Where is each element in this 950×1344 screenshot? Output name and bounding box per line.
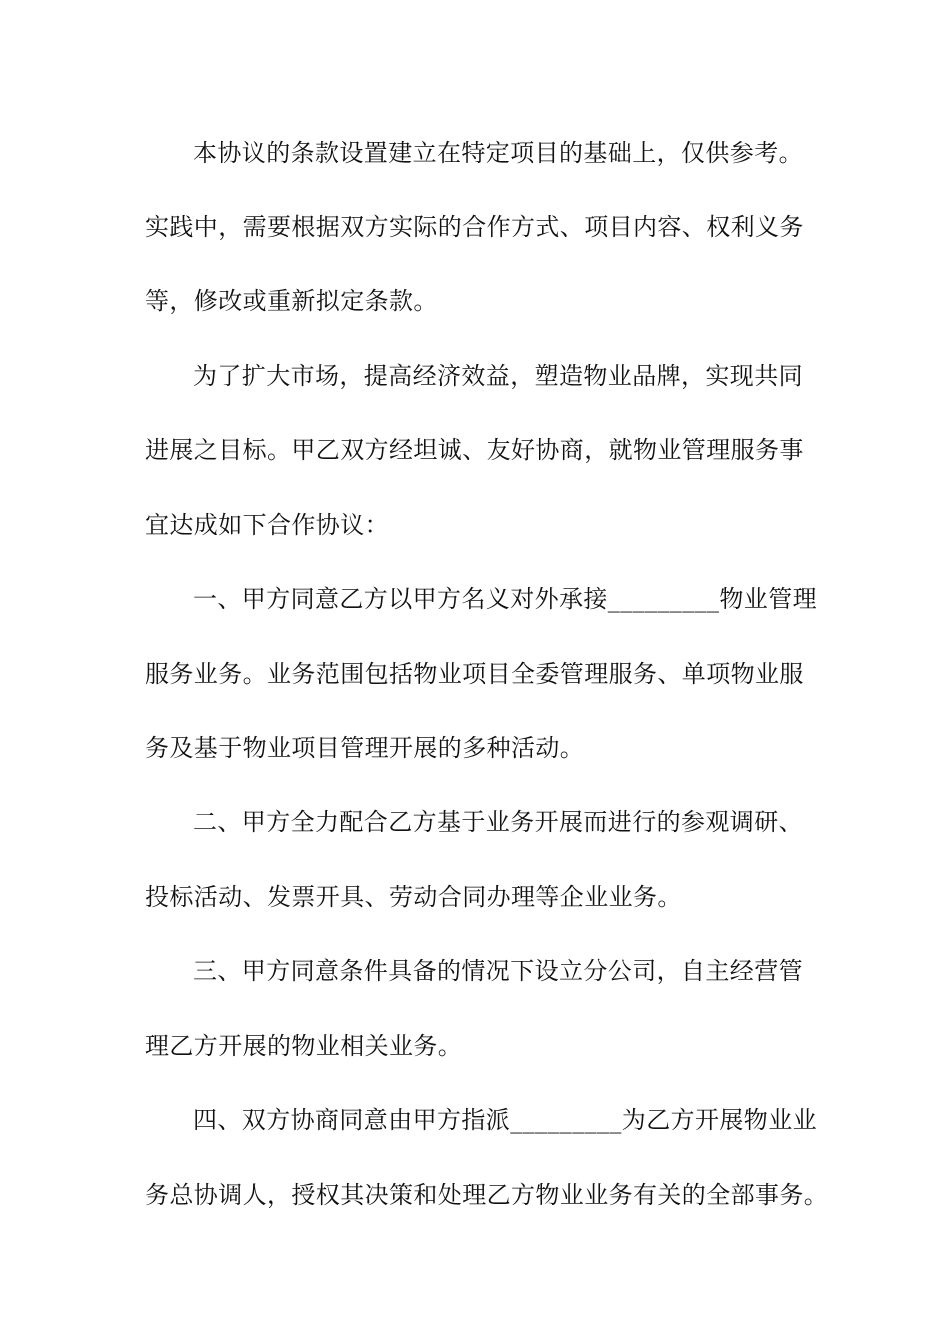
clause-2-line-2: 投标活动、发票开具、劳动合同办理等企业业务。 [145,883,682,911]
clause-4-line-1: 四、双方协商同意由甲方指派_________为乙方开展物业业 [193,1106,817,1134]
clause-1-line-1: 一、甲方同意乙方以甲方名义对外承接_________物业管理 [193,585,817,613]
clause-3-line-2: 理乙方开展的物业相关业务。 [145,1032,463,1060]
clause-4-line-2: 务总协调人，授权其决策和处理乙方物业业务有关的全部事务。 [145,1181,829,1209]
clause-1-line-3: 务及基于物业项目管理开展的多种活动。 [145,734,585,762]
clause-1-line-2: 服务业务。业务范围包括物业项目全委管理服务、单项物业服 [145,660,804,688]
paragraph-2-line-3: 宜达成如下合作协议： [145,511,389,539]
clause-3-line-1: 三、甲方同意条件具备的情况下设立分公司，自主经营管 [193,957,803,985]
paragraph-1-line-1: 本协议的条款设置建立在特定项目的基础上，仅供参考。 [193,139,803,167]
paragraph-1-line-2: 实践中，需要根据双方实际的合作方式、项目内容、权利义务 [145,213,804,241]
paragraph-2-line-1: 为了扩大市场，提高经济效益，塑造物业品牌，实现共同 [193,362,803,390]
paragraph-1-line-3: 等，修改或重新拟定条款。 [145,287,438,315]
paragraph-2-line-2: 进展之目标。甲乙双方经坦诚、友好协商，就物业管理服务事 [145,436,804,464]
clause-2-line-1: 二、甲方全力配合乙方基于业务开展而进行的参观调研、 [193,808,803,836]
